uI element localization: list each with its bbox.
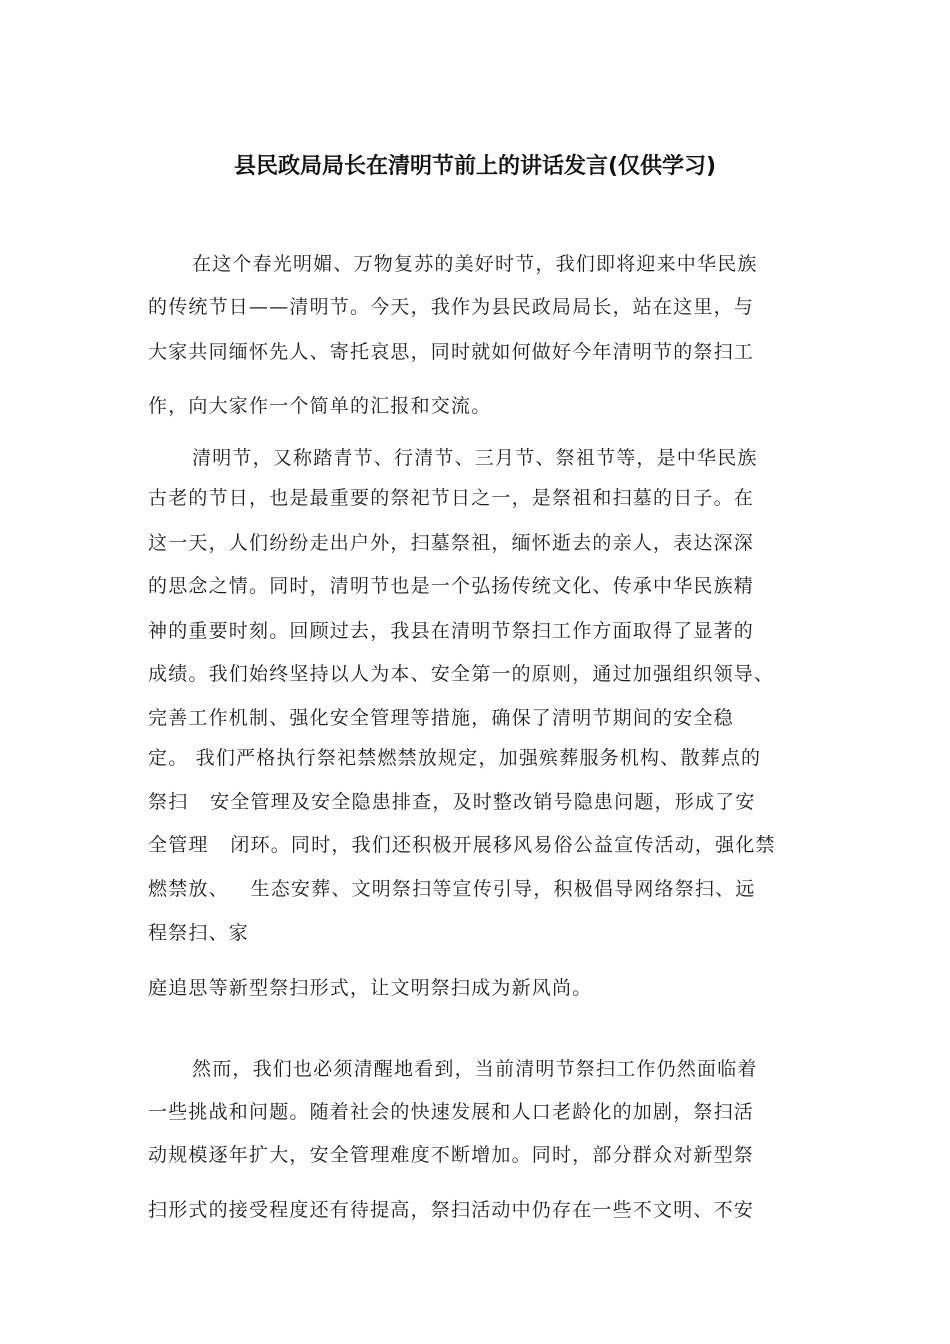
paragraph-line: 的传统节日——清明节。今天，我作为县民政局局长，站在这里，与 bbox=[148, 296, 755, 318]
paragraph-line: 程祭扫、家 bbox=[148, 922, 250, 944]
paragraph-line: 庭追思等新型祭扫形式，让文明祭扫成为新风尚。 bbox=[148, 977, 593, 999]
paragraph-line: 祭扫 安全管理及安全隐患排查，及时整改销号隐患问题，形成了安 bbox=[148, 791, 756, 813]
paragraph-line: 古老的节日，也是最重要的祭祀节日之一，是祭祖和扫墓的日子。在 bbox=[148, 487, 755, 509]
paragraph-line: 一些挑战和问题。随着社会的快速发展和人口老龄化的加剧，祭扫活 bbox=[148, 1101, 755, 1123]
paragraph-line: 清明节，又称踏青节、行清节、三月节、祭祖节等，是中华民族 bbox=[192, 447, 758, 469]
paragraph-line: 在这个春光明媚、万物复苏的美好时节，我们即将迎来中华民族 bbox=[192, 253, 758, 275]
document-title: 县民政局局长在清明节前上的讲话发言(仅供学习) bbox=[233, 154, 717, 179]
paragraph-line: 这一天，人们纷纷走出户外，扫墓祭祖，缅怀逝去的亲人，表达深深 bbox=[148, 532, 755, 554]
paragraph-line: 神的重要时刻。回顾过去，我县在清明节祭扫工作方面取得了显著的 bbox=[148, 620, 755, 642]
paragraph-line: 大家共同缅怀先人、寄托哀思，同时就如何做好今年清明节的祭扫工 bbox=[148, 341, 755, 363]
paragraph-line: 的思念之情。同时，清明节也是一个弘扬传统文化、传承中华民族精 bbox=[148, 575, 755, 597]
paragraph-line: 动规模逐年扩大，安全管理难度不断增加。同时，部分群众对新型祭 bbox=[148, 1144, 755, 1166]
paragraph-line: 全管理 闭环。同时，我们还积极开展移风易俗公益宣传活动，强化禁 bbox=[148, 834, 776, 856]
paragraph-line: 成绩。我们始终坚持以人为本、安全第一的原则，通过加强组织领导、 bbox=[148, 663, 775, 685]
paragraph-line: 完善工作机制、强化安全管理等措施，确保了清明节期间的安全稳 bbox=[148, 707, 734, 729]
paragraph-line: 作，向大家作一个简单的汇报和交流。 bbox=[148, 395, 492, 417]
paragraph-line: 定。 我们严格执行祭祀禁燃禁放规定，加强殡葬服务机构、散葬点的 bbox=[148, 747, 762, 769]
paragraph-line: 扫形式的接受程度还有待提高，祭扫活动中仍存在一些不文明、不安 bbox=[148, 1199, 755, 1221]
paragraph-line: 然而，我们也必须清醒地看到，当前清明节祭扫工作仍然面临着 bbox=[192, 1058, 758, 1080]
paragraph-line: 燃禁放、 生态安葬、文明祭扫等宣传引导，积极倡导网络祭扫、远 bbox=[148, 878, 756, 900]
